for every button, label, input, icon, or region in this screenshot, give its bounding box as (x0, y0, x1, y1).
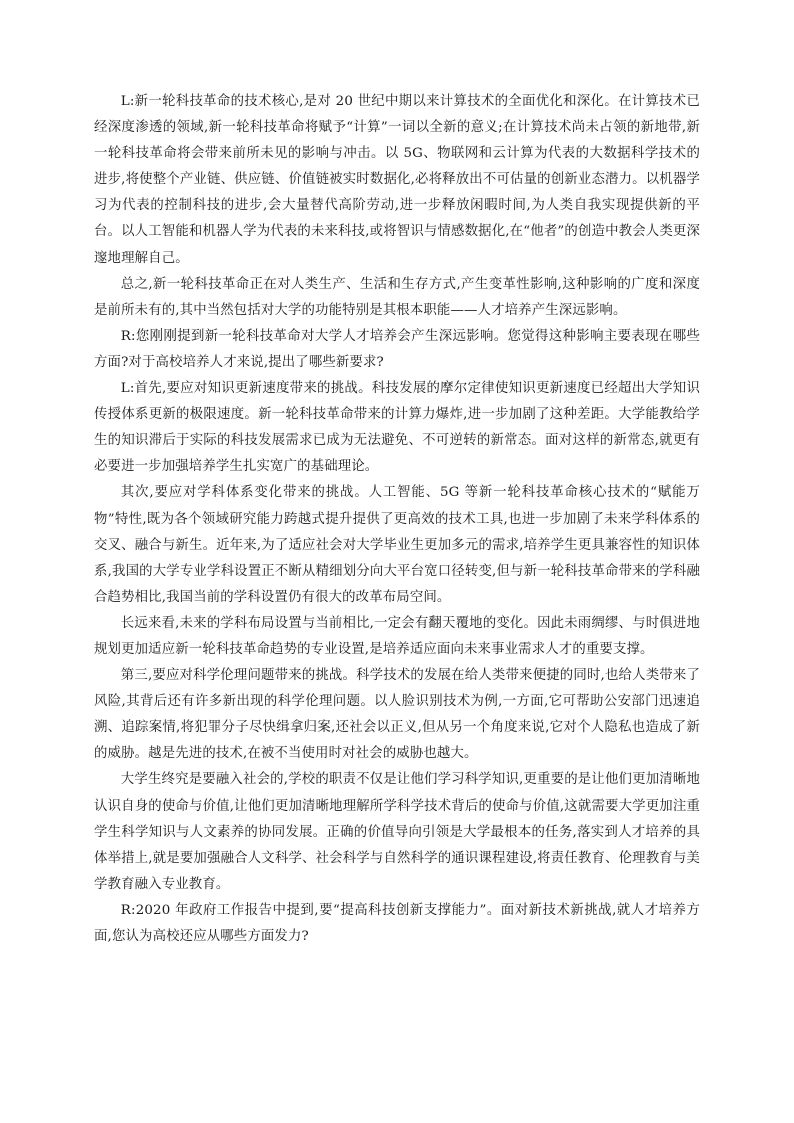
paragraph-summary: 总之,新一轮科技革命正在对人类生产、生活和生存方式,产生变革性影响,这种影响的广度和深度是前所未有的,其中当然包括对大学的功能特别是其根本职能——人才培养产生深远影响。 (94, 276, 700, 318)
paragraph-question-impact: R:您刚刚提到新一轮科技革命对大学人才培养会产生深远影响。您觉得这种影响主要表现在哪些方面?对于高校培养人才来说,提出了哪些新要求? (94, 328, 700, 370)
document-page (94, 89, 700, 950)
paragraph-long-term: 长远来看,未来的学科布局设置与当前相比,一定会有翻天覆地的变化。因此未雨绸缪、与时俱进地规划更加适应新一轮科技革命趋势的专业设置,是培养适应面向未来事业需求人才的重要支撑。 (94, 615, 700, 657)
paragraph-knowledge-update: L:首先,要应对知识更新速度带来的挑战。科技发展的摩尔定律使知识更新速度已经超出大学知识传授体系更新的极限速度。新一轮科技革命带来的计算力爆炸,进一步加剧了这种差距。大学能教给学生的知识滞后于实际的科技发展需求已成为无法避免、不可逆转的新常态。面对这样的新常态,就更有必要进一步加强培养学生扎实宽广的基础理论。 (94, 381, 700, 475)
paragraph-discipline-system: 其次,要应对学科体系变化带来的挑战。人工智能、5G 等新一轮科技革命核心技术的“赋能万物”特性,既为各个领域研究能力跨越式提升提供了更高效的技术工具,也进一步加剧了未来学科体系的交叉、融合与新生。近年来,为了适应社会对大学毕业生更加多元的需求,培养学生更具兼容性的知识体系,我国的大学专业学科设置正不断从精细划分向大平台宽口径转变,但与新一轮科技革命带来的学科融合趋势相比,我国当前的学科设置仍有很大的改革布局空间。 (94, 485, 700, 605)
paragraph-ethics: 第三,要应对科学伦理问题带来的挑战。科学技术的发展在给人类带来便捷的同时,也给人类带来了风险,其背后还有许多新出现的科学伦理问题。以人脸识别技术为例,一方面,它可帮助公安部门迅速追溯、追踪案情,将犯罪分子尽快缉拿归案,还社会以正义,但从另一个角度来说,它对个人隐私也造成了新的威胁。越是先进的技术,在被不当使用时对社会的威胁也越大。 (94, 668, 700, 762)
paragraph-tech-core: L:新一轮科技革命的技术核心,是对 20 世纪中期以来计算技术的全面优化和深化。在计算技术已经深度渗透的领域,新一轮科技革命将赋予“计算”一词以全新的意义;在计算技术尚未占领的新地带,新一轮科技革命将会带来前所未见的影响与冲击。以 5G、物联网和云计算为代表的大数据科学技术的进步,将使整个产业链、供应链、价值链被实时数据化,必将释放出不可估量的创新业态潜力。以机器学习为代表的控制科技的进步,会大量替代高阶劳动,进一步释放闲暇时间,为人类自我实现提供新的平台。以人工智能和机器人学为代表的未来科技,或将智识与情感数据化,在“他者”的创造中教会人类更深邃地理解自己。 (94, 94, 700, 266)
paragraph-question-2020: R:2020 年政府工作报告中提到,要“提高科技创新支撑能力”。面对新技术新挑战,就人才培养方面,您认为高校还应从哪些方面发力? (94, 902, 700, 944)
paragraph-students-society: 大学生终究是要融入社会的,学校的职责不仅是让他们学习科学知识,更重要的是让他们更加清晰地认识自身的使命与价值,让他们更加清晰地理解所学科学技术背后的使命与价值,这就需要大学更加注重学生科学知识与人文素养的协同发展。正确的价值导向引领是大学最根本的任务,落实到人才培养的具体举措上,就是要加强融合人文科学、社会科学与自然科学的通识课程建设,将责任教育、伦理教育与美学教育融入专业教育。 (94, 772, 700, 892)
